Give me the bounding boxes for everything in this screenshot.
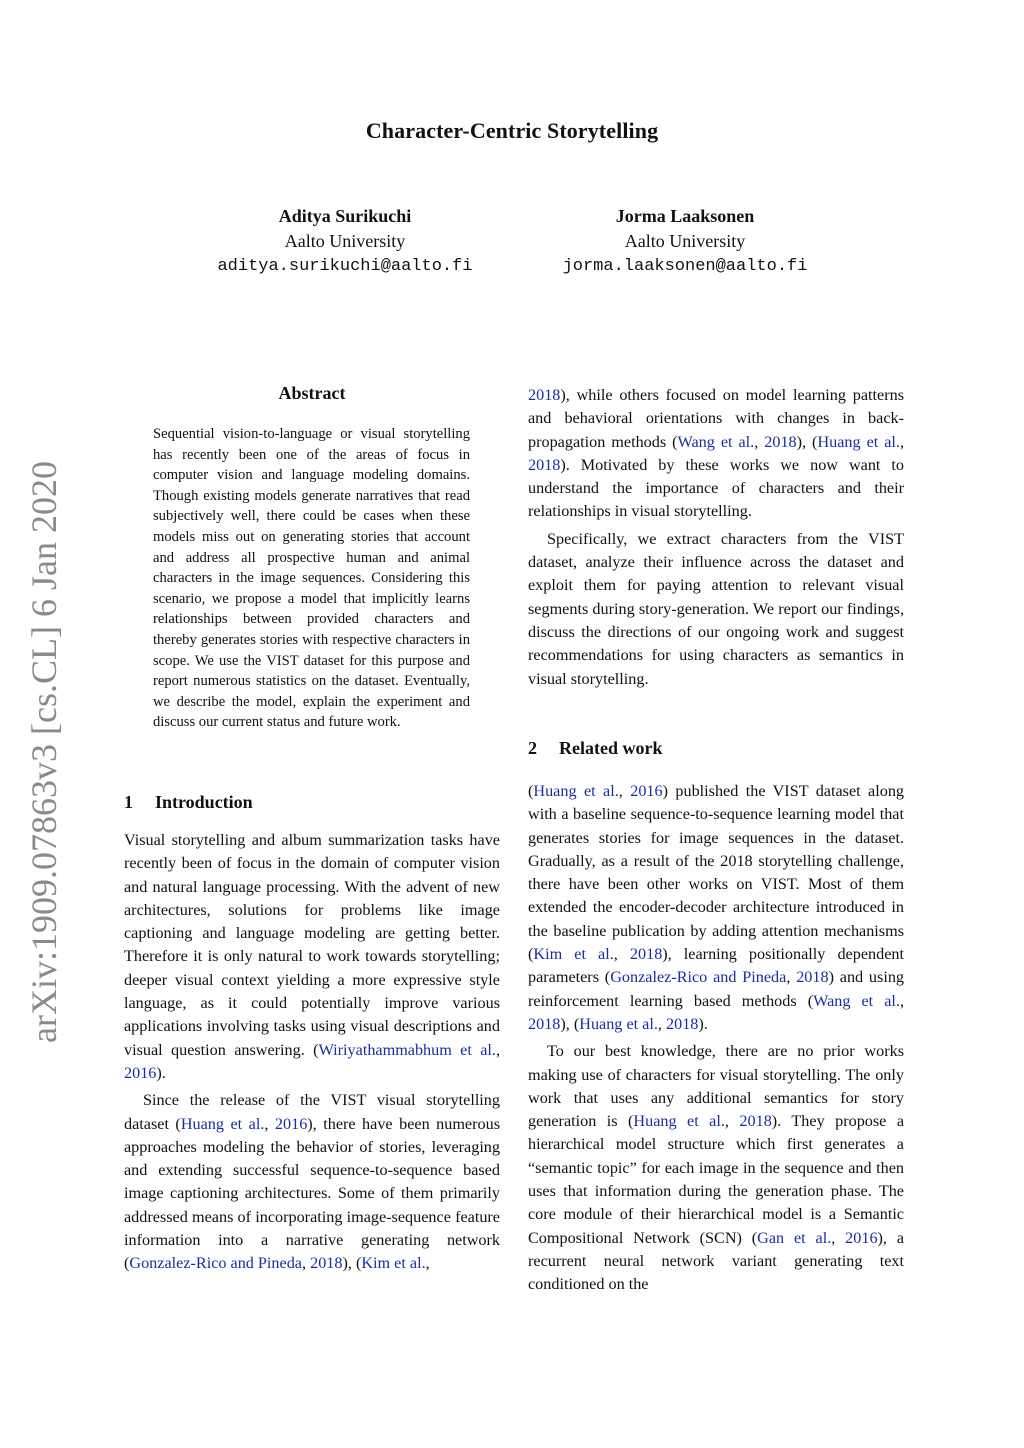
citation-year-link[interactable]: 2016 (630, 782, 663, 800)
introduction-body (124, 829, 500, 1276)
related-work-body (528, 780, 904, 1297)
citation-year-link[interactable]: 2018 (528, 1014, 561, 1033)
citation-link[interactable]: Kim et al. (361, 1254, 426, 1273)
citation-link[interactable]: Wang et al. (677, 432, 755, 451)
introduction-body-continued (528, 384, 904, 691)
author-name: Aditya Surikuchi (278, 206, 412, 226)
citation-year-link[interactable]: 2018 (528, 455, 561, 474)
section-heading-related-work (528, 738, 662, 759)
abstract-text: Sequential vision-to-language or visual storytelling has recently been one of the areas of focus in computer vision and language modeling domains. Though existing models generate narratives that read subjectively well, there could be cases when these models miss out on generating stories that account and address all prospective human and animal characters in the image sequences. Considering this scenario, we propose a model that implicitly learns relationships between provided characters and thereby generates stories with respective characters in scope. We use the VIST dataset for this purpose and report numerous statistics on the dataset. Eventually, we describe the model, explain the experiment and discuss our current status and future work. (153, 426, 470, 731)
section-title: Related work (559, 738, 663, 758)
paragraph: Since the release of the VIST visual storytelling dataset (Huang et al., 2016), there have been numerous approaches modeling the behavior of stories, leveraging and extending successful sequence-to-sequence based image captioning architectures. Some of them primarily addressed means of incorporating image-sequence feature information into a narrative generating network (Gonzalez-Rico and Pineda, 2018), (Kim et al., (124, 1091, 500, 1273)
section-title: Introduction (155, 792, 253, 812)
citation-year-link[interactable]: 2016 (845, 1228, 878, 1247)
citation-year-link[interactable]: 2018 (310, 1254, 343, 1273)
citation-link[interactable]: Wiriyathammabhum et al. (318, 1040, 496, 1059)
citation-year-link[interactable]: 2018 (528, 386, 561, 404)
citation-link[interactable]: Huang et al. (533, 782, 619, 800)
citation-year-link[interactable]: 2016 (274, 1114, 308, 1133)
author-affiliation: Aalto University (284, 231, 406, 251)
paragraph: 2018), while others focused on model learning patterns and behavioral orientations with changes in back-propagation methods (Wang et al., 2018), (Huang et al., 2018). Motivated by these works we now want to understand the importance of characters and their relationships in visual storytelling. (528, 386, 905, 521)
paper-title: Character-Centric Storytelling (365, 118, 659, 143)
paragraph: Visual storytelling and album summarization tasks have recently been of focus in the domain of computer vision and natural language processing. With the advent of new architectures, solutions for problems like image captioning and language modeling are getting better. Therefore it is only natural to work towards storytelling; deeper visual context yielding a more expressive style language, as it could potentially improve various applications involving tasks using visual descriptions and visual question answering. (Wiriyathammabhum et al., 2016). (124, 831, 500, 1082)
citation-link[interactable]: Huang et al. (180, 1114, 265, 1133)
citation-link[interactable]: Kim et al. (533, 945, 614, 964)
author-block-1 (155, 204, 535, 279)
paragraph: (Huang et al., 2016) published the VIST dataset along with a baseline sequence-to-sequence learning model that generates stories for image sequences in the dataset. Gradually, as a result of the 2018 storytelling challenge, there have been other works on VIST. Most of them extended the encoder-decoder architecture introduced in the baseline publication by adding attention mechanisms (Kim et al., 2018), learning positionally dependent parameters (Gonzalez-Rico and Pineda, 2018) and using reinforcement learning based methods (Wang et al., 2018), (Huang et al., 2018). (528, 782, 905, 1033)
author-name: Jorma Laaksonen (615, 206, 755, 226)
citation-link[interactable]: Gonzalez-Rico and Pineda (129, 1254, 302, 1273)
citation-year-link[interactable]: 2018 (739, 1112, 772, 1131)
section-heading-introduction (124, 792, 253, 813)
section-number: 2 (528, 738, 537, 758)
citation-year-link[interactable]: 2018 (629, 945, 663, 964)
citation-link[interactable]: Gan et al. (757, 1228, 832, 1247)
author-email[interactable]: aditya.surikuchi@aalto.fi (217, 257, 473, 276)
citation-link[interactable]: Huang et al. (817, 432, 900, 451)
author-block-2 (495, 204, 875, 279)
citation-link[interactable]: Huang et al. (633, 1112, 725, 1131)
author-affiliation: Aalto University (624, 231, 746, 251)
citation-year-link[interactable]: 2016 (124, 1063, 157, 1082)
paragraph: To our best knowledge, there are no prior works making use of characters for visual storytelling. The only work that uses any additional semantics for story generation is (Huang et al., 2018). They propose a hierarchical model structure which first generates a “semantic topic” for each image in the sequence and then uses that information during the generation phase. The core module of their hierarchical model is a Semantic Compositional Network (SCN) (Gan et al., 2016), a recurrent neural network variant generating text conditioned on the (528, 1042, 905, 1294)
arxiv-stamp: arXiv:1909.07863v3 [cs.CL] 6 Jan 2020 (24, 461, 64, 1043)
citation-year-link[interactable]: 2018 (796, 968, 829, 987)
citation-year-link[interactable]: 2018 (666, 1014, 699, 1033)
section-number: 1 (124, 792, 133, 812)
citation-link[interactable]: Huang et al. (579, 1014, 658, 1033)
abstract-heading: Abstract (278, 383, 346, 403)
author-email[interactable]: jorma.laaksonen@aalto.fi (562, 257, 808, 276)
citation-link[interactable]: Gonzalez-Rico and Pineda (610, 968, 787, 987)
citation-link[interactable]: Wang et al. (813, 991, 900, 1010)
paragraph: Specifically, we extract characters from the VIST dataset, analyze their influence across the dataset and exploit them for paying attention to relevant visual segments during story-generation. We report our findings, discuss the directions of our ongoing work and suggest recommendations for using characters as semantics in visual storytelling. (528, 529, 904, 688)
citation-year-link[interactable]: 2018 (764, 432, 797, 451)
